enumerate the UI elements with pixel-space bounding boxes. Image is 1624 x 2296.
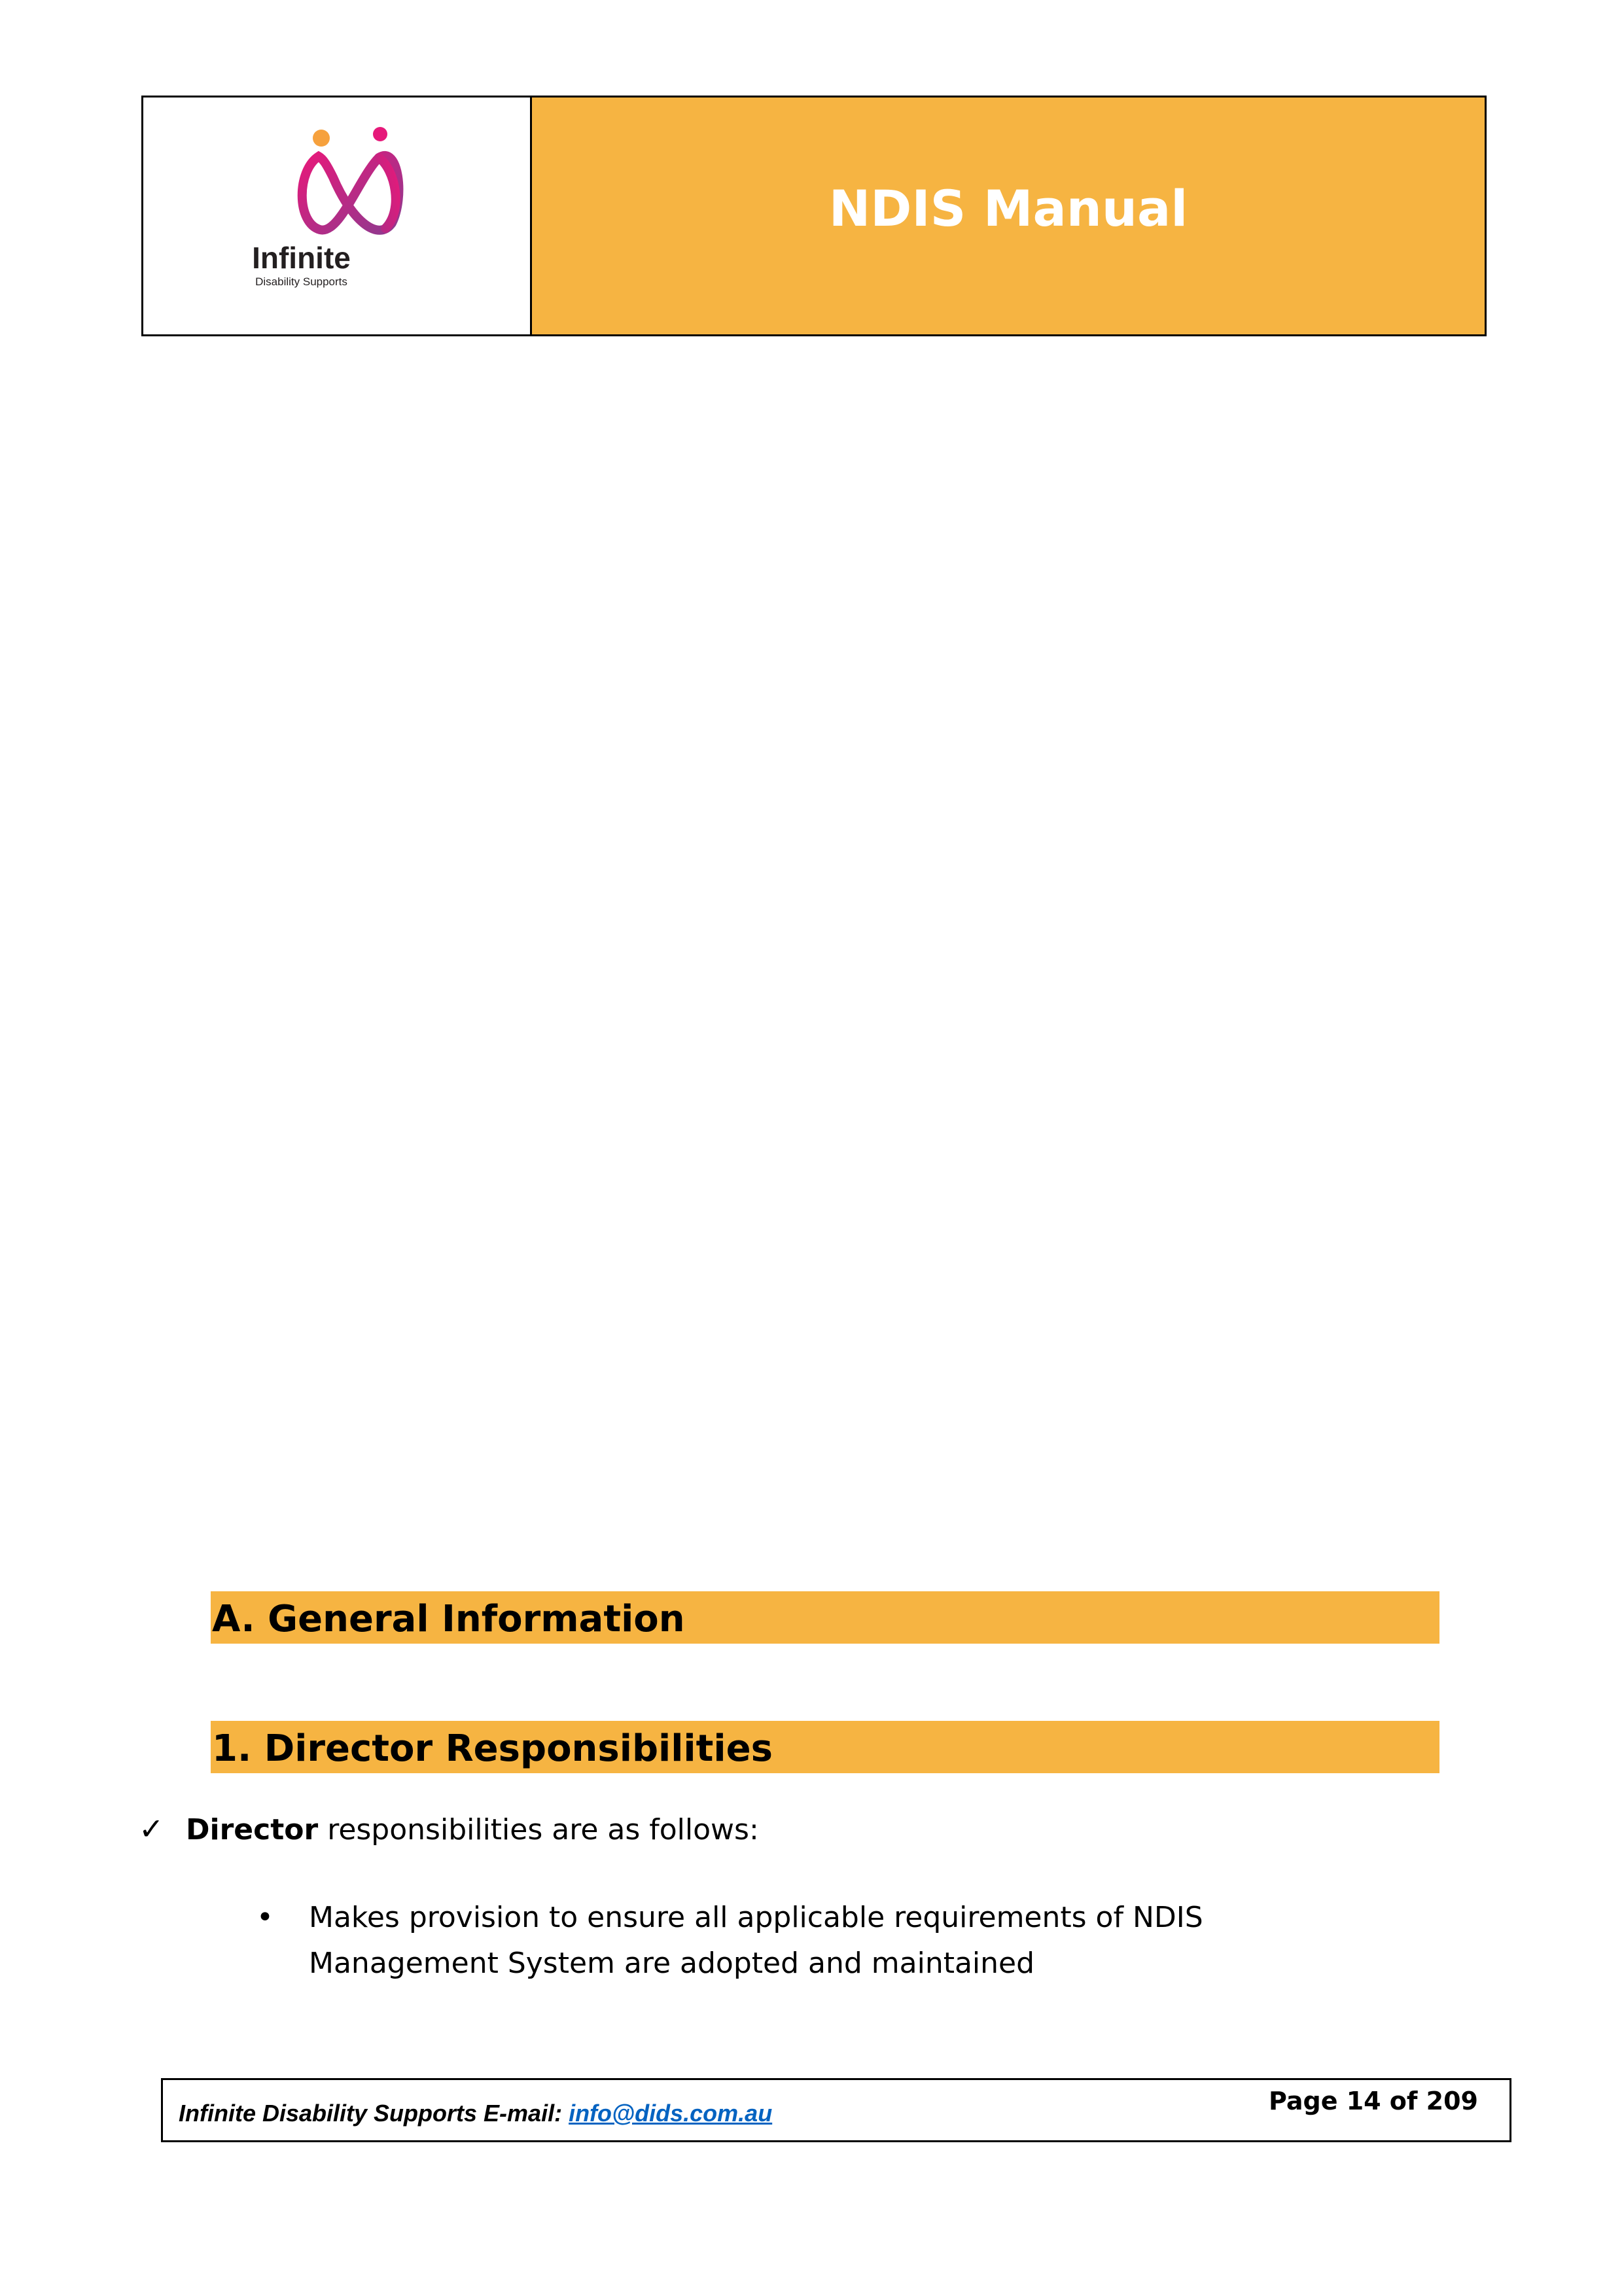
check-item-text: responsibilities are as follows: <box>318 1813 759 1846</box>
section-heading-director-responsibilities <box>211 1721 1439 1773</box>
section-heading-general-information <box>211 1591 1439 1644</box>
footer-email-link[interactable]: info@dids.com.au <box>569 2100 773 2127</box>
page-number: Page 14 of 209 <box>1269 2087 1478 2115</box>
document-title: NDIS Manual <box>828 179 1188 238</box>
bullet-text: Makes provision to ensure all applicable requirements of NDIS Management System are adopted and maintained <box>309 1901 1203 1980</box>
footer-org <box>179 2100 772 2127</box>
footer-org-label: Infinite Disability Supports E-mail: <box>179 2100 569 2127</box>
logo-cell <box>143 97 532 334</box>
logo-tagline: Disability Supports <box>255 275 347 288</box>
logo-name: Infinite <box>252 241 351 275</box>
document-footer <box>161 2078 1511 2142</box>
title-cell <box>532 97 1485 334</box>
bullet-icon: • <box>256 1901 274 1934</box>
section-heading-label: A. General Information <box>212 1598 685 1640</box>
check-list-item <box>139 1811 759 1846</box>
document-header <box>141 96 1487 336</box>
infinite-logo-icon <box>287 125 412 249</box>
check-item-bold: Director <box>186 1813 319 1846</box>
checkmark-icon: ✓ <box>139 1811 164 1846</box>
section-heading-label: 1. Director Responsibilities <box>212 1727 773 1770</box>
bullet-list-item <box>256 1895 1369 1987</box>
